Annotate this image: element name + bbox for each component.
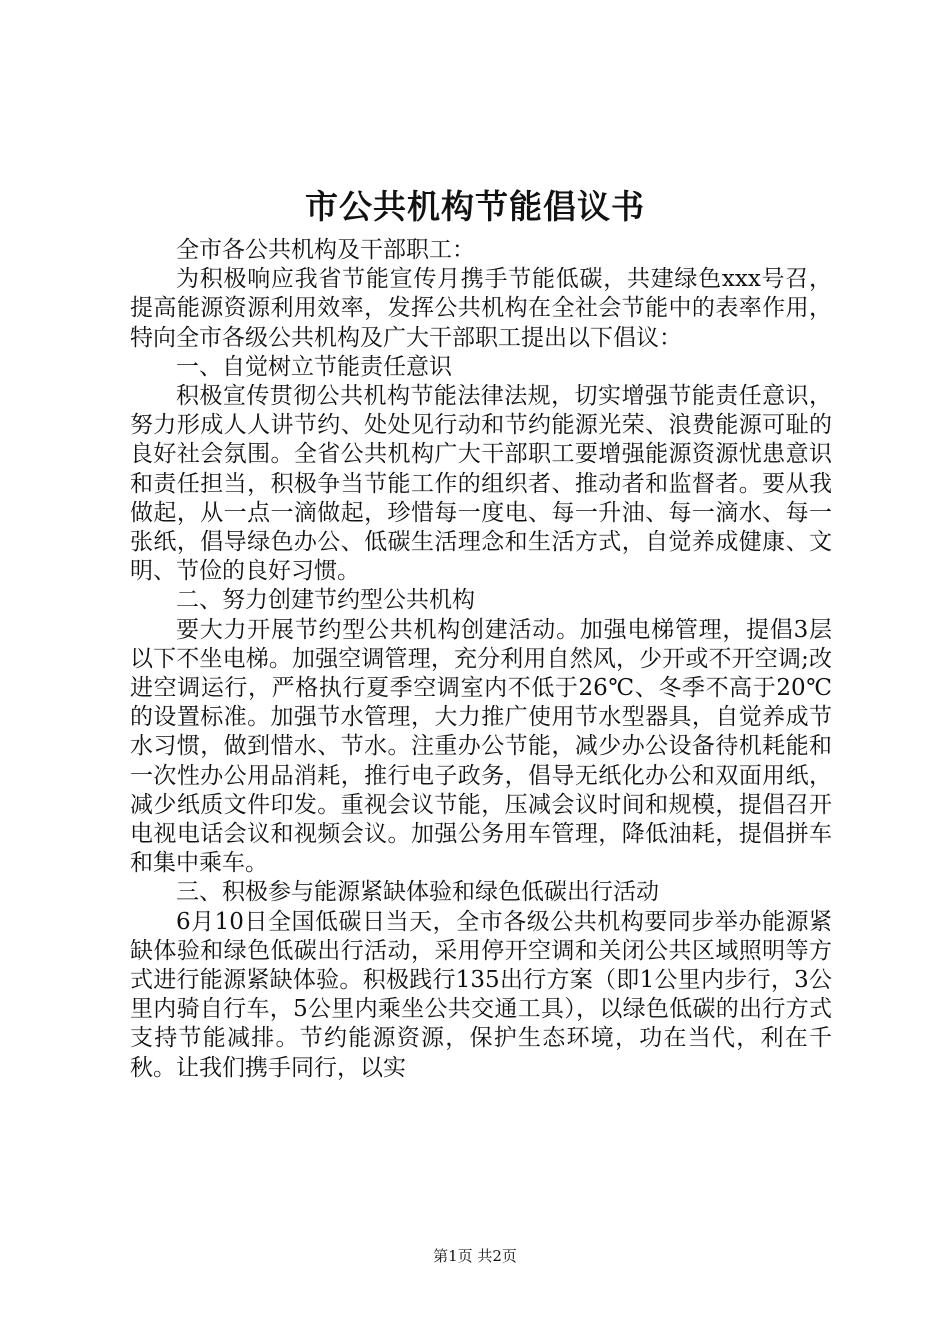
salutation: 全市各公共机构及干部职工： [176,237,475,263]
document-body [130,236,832,1083]
section-heading-1: 一、自觉树立节能责任意识 [176,353,452,380]
page-footer: 第1页 共2页 [433,1247,517,1265]
section-paragraph-2: 要大力开展节约型公共机构创建活动。加强电梯管理，提倡3层以下不坐电梯。加强空调管理，充分利用自然风，少开或不开空调;改进空调运行，严格执行夏季空调室内不低于26℃、冬季不高于20℃的设置标准。加强节水管理，大力推广使用节水型器具，自觉养成节水习惯，做到惜水、节水。注重办公节能，减少办公设备待机耗能和一次性办公用品消耗，推行电子政务，倡导无纸化办公和双面用纸，减少纸质文件印发。重视会议节能，压减会议时间和规模，提倡召开电视电话会议和视频会议。加强公务用车管理，降低油耗，提倡拼车和集中乘车。 [130,616,832,877]
section-heading-3: 三、积极参与能源紧缺体验和绿色低碳出行活动 [176,879,659,906]
section-heading-2: 二、努力创建节约型公共机构 [176,587,475,614]
section-paragraph-1: 积极宣传贯彻公共机构节能法律法规，切实增强节能责任意识，努力形成人人讲节约、处处见行动和节约能源光荣、浪费能源可耻的良好社会氛围。全省公共机构广大干部职工要增强能源资源忧患意识和责任担当，积极争当节能工作的组织者、推动者和监督者。要从我做起，从一点一滴做起，珍惜每一度电、每一升油、每一滴水、每一张纸，倡导绿色办公、低碳生活理念和生活方式，自觉养成健康、文明、节俭的良好习惯。 [130,383,832,585]
document-title: 市公共机构节能倡议书 [305,187,645,226]
intro-paragraph: 为积极响应我省节能宣传月携手节能低碳，共建绿色xxx号召，提高能源资源利用效率，发挥公共机构在全社会节能中的表率作用，特向全市各级公共机构及广大干部职工提出以下倡议： [130,266,832,351]
section-paragraph-3: 6月10日全国低碳日当天，全市各级公共机构要同步举办能源紧缺体验和绿色低碳出行活动，采用停开空调和关闭公共区域照明等方式进行能源紧缺体验。积极践行135出行方案（即1公里内步行，3公里内骑自行车，5公里内乘坐公共交通工具），以绿色低碳的出行方式支持节能减排。节约能源资源，保护生态环境，功在当代，利在千秋。让我们携手同行，以实 [130,908,832,1081]
